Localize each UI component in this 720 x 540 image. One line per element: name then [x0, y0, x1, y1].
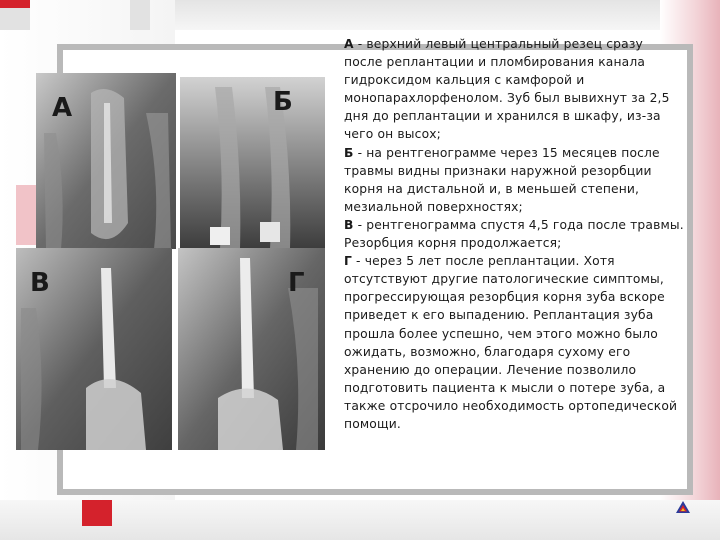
panel-label: В — [30, 268, 50, 298]
decor-square — [16, 185, 38, 245]
description-text — [344, 35, 684, 433]
panel-label: А — [52, 93, 73, 123]
decor-square — [82, 500, 112, 526]
xray-panel-v — [16, 248, 172, 450]
decor-square — [130, 0, 150, 30]
description-paragraph: - верхний левый центральный резец сразу после реплантации и пломбирования канала гидроксидом кальция с камфорой и монопарахлорфенолом. Зуб был вывихнут за 2,5 дня до реплантации и хранился в шкафу, из-за чего он высох; — [344, 37, 670, 142]
description-letter: Б — [344, 145, 354, 160]
xray-panel-g — [178, 248, 325, 450]
description-paragraph: - через 5 лет после реплантации. Хотя отсутствуют другие патологические симптомы, прогрессирующая резорбция корня зуба вскоре приведет к его выпадению. Реплантация зуба прошла более успешно, чем этого можно было ожидать, возможно, благодаря сухому его хранению до операции. Лечение позволило подготовить пациента к мысли о потере зуба, а также отсрочило необходимость ортопедической помощи. — [344, 254, 678, 431]
description-letter: В — [344, 217, 354, 232]
panel-label: Г — [288, 268, 305, 298]
description-paragraph: - рентгенограмма спустя 4,5 года после травмы. Резорбция корня продолжается; — [344, 217, 684, 251]
xray-panel-a — [36, 73, 176, 249]
panel-label: Б — [273, 87, 293, 117]
decor-square — [0, 0, 30, 8]
xray-image — [180, 77, 325, 249]
decor-square — [0, 8, 30, 30]
description-paragraph: - на рентгенограмме через 15 месяцев после травмы видны признаки наружной резорбции корня на дистальной и, в меньшей степени, мезиальной поверхностях; — [344, 145, 660, 214]
description-letter: Г — [344, 254, 352, 269]
xray-panel-b — [180, 77, 325, 249]
triangle-logo-icon — [676, 501, 690, 513]
description-letter: А — [344, 37, 354, 51]
